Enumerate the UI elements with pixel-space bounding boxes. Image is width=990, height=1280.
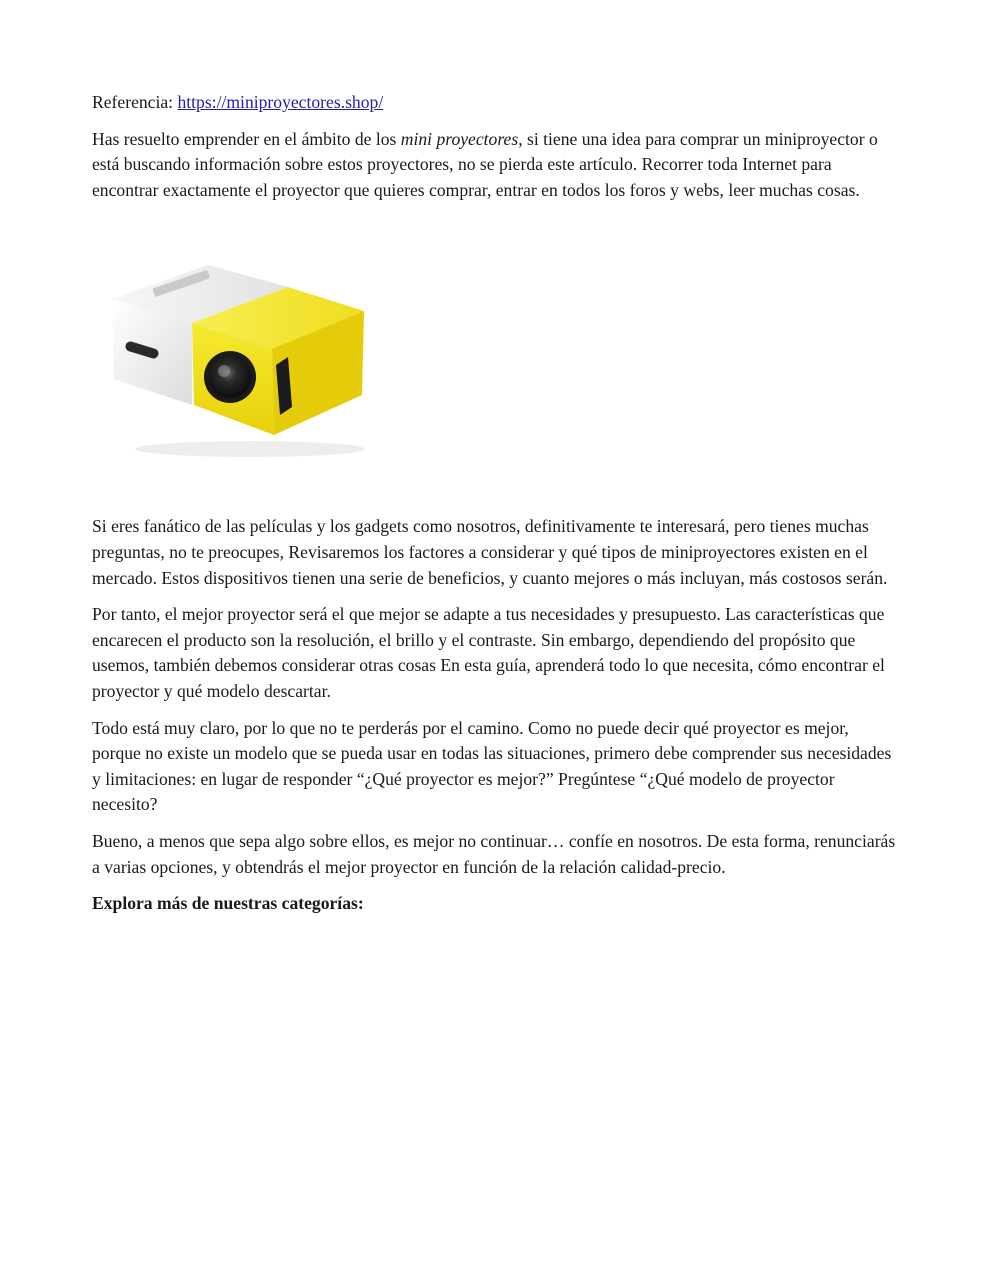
reference-label: Referencia: bbox=[92, 92, 174, 112]
mini-projector-illustration bbox=[100, 257, 370, 462]
reference-link[interactable]: https://miniproyectores.shop/ bbox=[177, 92, 384, 112]
intro-paragraph bbox=[92, 127, 900, 204]
document-page bbox=[92, 90, 900, 917]
intro-text-end: , si tiene una idea para comprar un miniproyector o está buscando información sobre estos proyectores, no se pierda este artículo. Recorrer toda Internet para encontrar exactamente el proyector que quieres comprar, entrar en todos los foros y webs, leer muchas cosas. bbox=[92, 128, 878, 200]
body-paragraph-4: Bueno, a menos que sepa algo sobre ellos, es mejor no continuar… confíe en nosotros. De esta forma, renunciarás a varias opciones, y obtendrás el mejor proyector en función de la relación calidad-precio. bbox=[92, 830, 896, 877]
explore-heading: Explora más de nuestras categorías: bbox=[92, 893, 364, 914]
body-paragraph-1: Si eres fanático de las películas y los gadgets como nosotros, definitivamente te interesará, pero tienes muchas preguntas, no te preocupes, Revisaremos los factores a considerar y qué tipos de miniproyectores existen en el mercado. Estos dispositivos tienen una serie de beneficios, y cuanto mejores o más incluyan, más costosos serán. bbox=[92, 516, 888, 588]
intro-text-start: Has resuelto emprender en el ámbito de los bbox=[92, 128, 397, 149]
reference-line bbox=[92, 90, 900, 116]
body-paragraph-3: Todo está muy claro, por lo que no te perderás por el camino. Como no puede decir qué proyector es mejor, porque no existe un modelo que se pueda usar en todas las situaciones, primero debe comprender sus necesidades y limitaciones: en lugar de responder “¿Qué proyector es mejor?” Pregúntese “¿Qué modelo de proyector necesito? bbox=[92, 717, 892, 815]
body-paragraph-2: Por tanto, el mejor proyector será el que mejor se adapte a tus necesidades y presupuesto. Las características que encarecen el producto son la resolución, el brillo y el contraste. Sin embargo, dependiendo del propósito que usemos, también debemos considerar otras cosas En esta guía, aprenderá todo lo que necesita, cómo encontrar el proyector y qué modelo descartar. bbox=[92, 604, 885, 701]
intro-emphasis: mini proyectores bbox=[400, 128, 519, 149]
product-image bbox=[100, 257, 370, 462]
